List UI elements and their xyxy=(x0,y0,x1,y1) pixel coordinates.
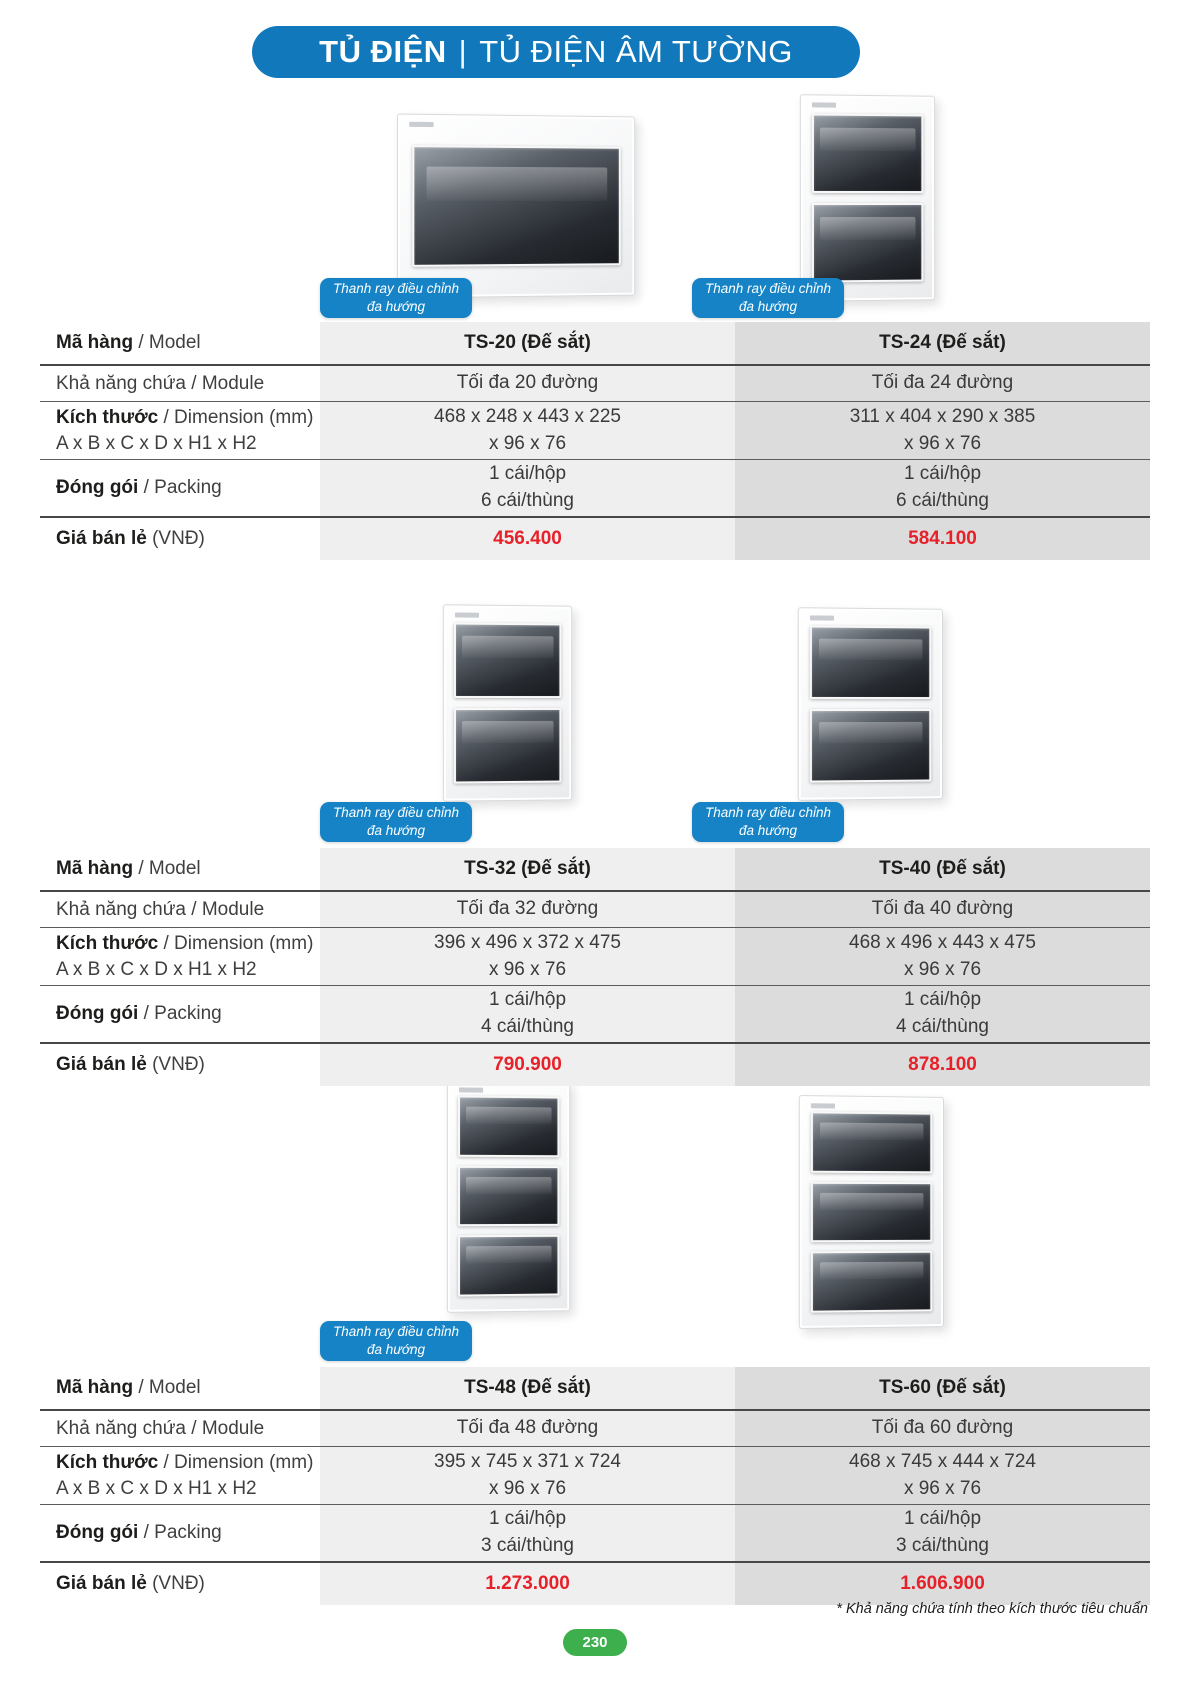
packing-value xyxy=(320,1505,735,1563)
cabinet-frame xyxy=(447,1079,570,1313)
cabinet-window xyxy=(454,708,561,784)
label-dimension-en: / Dimension (mm) xyxy=(158,406,314,428)
dimension-value xyxy=(735,402,1150,460)
price-value: 878.100 xyxy=(735,1044,1150,1086)
row-label-dimension xyxy=(40,1447,320,1505)
label-module: Khả năng chứa / Module xyxy=(56,1417,265,1439)
price-value: 790.900 xyxy=(320,1044,735,1086)
model-value: TS-40 (Đế sắt) xyxy=(735,848,1150,892)
label-packing-vi: Đóng gói xyxy=(56,477,139,498)
packing-line1: 1 cái/hộp xyxy=(488,1508,567,1530)
packing-line2: 3 cái/thùng xyxy=(481,1535,574,1556)
cabinet-frame xyxy=(443,604,572,801)
module-value: Tối đa 20 đường xyxy=(320,366,735,402)
product-photo-ts-20 xyxy=(397,113,635,298)
price-value: 584.100 xyxy=(735,518,1150,560)
dimension-line1: 468 x 248 x 443 x 225 xyxy=(434,405,621,427)
label-packing-vi: Đóng gói xyxy=(56,1522,139,1543)
module-value: Tối đa 24 đường xyxy=(735,366,1150,402)
dimension-line1: 468 x 745 x 444 x 724 xyxy=(849,1450,1036,1472)
cabinet-window xyxy=(811,1251,932,1313)
price-value: 1.606.900 xyxy=(735,1563,1150,1605)
label-dimension-en: / Dimension (mm) xyxy=(158,1451,314,1473)
row-label-dimension xyxy=(40,402,320,460)
spec-table-2 xyxy=(40,848,1150,1086)
cabinet-frame xyxy=(397,113,635,298)
label-price-unit: (VNĐ) xyxy=(146,1573,205,1594)
brand-mark-icon xyxy=(459,1087,483,1092)
cabinet-frame xyxy=(800,94,935,302)
badge-text-line1: Thanh ray điều chỉnh xyxy=(704,805,832,821)
row-label-price xyxy=(40,1563,320,1605)
module-value: Tối đa 48 đường xyxy=(320,1411,735,1447)
row-label-model xyxy=(40,1367,320,1411)
feature-badge-ts-48 xyxy=(320,1321,472,1361)
label-packing-en: / Packing xyxy=(138,477,222,498)
badge-text-line1: Thanh ray điều chỉnh xyxy=(332,1324,460,1340)
cabinet-window xyxy=(811,1181,932,1242)
dimension-line1: 468 x 496 x 443 x 475 xyxy=(849,931,1036,953)
label-dimension-vi: Kích thước xyxy=(56,406,159,428)
badge-text-line2: đa hướng xyxy=(366,823,425,838)
model-value: TS-60 (Đế sắt) xyxy=(735,1367,1150,1411)
price-value: 456.400 xyxy=(320,518,735,560)
label-dimension-line1 xyxy=(56,405,313,431)
label-model-en: / Model xyxy=(133,332,201,353)
label-module: Khả năng chứa / Module xyxy=(56,898,265,920)
product-photo-ts-24 xyxy=(800,94,935,302)
cabinet-window xyxy=(458,1235,559,1296)
label-dimension-line1 xyxy=(56,1450,313,1476)
page-title-separator: | xyxy=(458,34,468,69)
badge-text-line1: Thanh ray điều chỉnh xyxy=(332,805,460,821)
row-label-packing xyxy=(40,460,320,518)
page-title-category: TỦ ĐIỆN xyxy=(319,34,447,69)
label-dimension-line1 xyxy=(56,931,313,957)
row-label-module xyxy=(40,366,320,402)
label-model-en: / Model xyxy=(133,1377,201,1398)
packing-line2: 6 cái/thùng xyxy=(896,490,989,511)
dimension-value xyxy=(735,928,1150,986)
label-dimension-vi: Kích thước xyxy=(56,1451,159,1473)
cabinet-window xyxy=(811,1111,932,1173)
brand-mark-icon xyxy=(455,612,479,617)
label-packing-en: / Packing xyxy=(138,1522,222,1543)
label-price-vi: Giá bán lẻ xyxy=(56,528,147,549)
label-price-vi: Giá bán lẻ xyxy=(56,1573,147,1594)
cabinet-window xyxy=(810,709,931,783)
module-value: Tối đa 32 đường xyxy=(320,892,735,928)
brand-mark-icon xyxy=(812,102,836,107)
dimension-line2: x 96 x 76 xyxy=(488,1477,567,1499)
packing-line1: 1 cái/hộp xyxy=(903,989,982,1011)
page-title xyxy=(252,26,860,78)
badge-text-line2: đa hướng xyxy=(366,1342,425,1357)
module-value: Tối đa 60 đường xyxy=(735,1411,1150,1447)
cabinet-frame xyxy=(799,1095,944,1329)
module-value: Tối đa 40 đường xyxy=(735,892,1150,928)
cabinet-window xyxy=(812,113,923,193)
dimension-line2: x 96 x 76 xyxy=(903,1477,982,1499)
packing-line1: 1 cái/hộp xyxy=(488,989,567,1011)
cabinet-window xyxy=(454,622,561,698)
model-value: TS-20 (Đế sắt) xyxy=(320,322,735,366)
row-label-price xyxy=(40,1044,320,1086)
dimension-value xyxy=(320,1447,735,1505)
label-model-vi: Mã hàng xyxy=(56,858,134,879)
brand-mark-icon xyxy=(811,1103,835,1108)
page-number-badge: 230 xyxy=(563,1629,627,1656)
row-label-model xyxy=(40,322,320,366)
brand-mark-icon xyxy=(409,122,433,127)
row-label-dimension xyxy=(40,928,320,986)
model-value: TS-32 (Đế sắt) xyxy=(320,848,735,892)
packing-value xyxy=(735,1505,1150,1563)
label-dimension-formula: A x B x C x D x H1 x H2 xyxy=(56,958,257,980)
packing-line2: 4 cái/thùng xyxy=(896,1016,989,1037)
row-label-packing xyxy=(40,986,320,1044)
dimension-line2: x 96 x 76 xyxy=(903,432,982,454)
page-title-subtitle: TỦ ĐIỆN ÂM TƯỜNG xyxy=(479,34,793,69)
dimension-line1: 396 x 496 x 372 x 475 xyxy=(434,931,621,953)
badge-text-line1: Thanh ray điều chỉnh xyxy=(332,281,460,297)
label-price-vi: Giá bán lẻ xyxy=(56,1054,147,1075)
label-packing-vi: Đóng gói xyxy=(56,1003,139,1024)
feature-badge-ts-24 xyxy=(692,278,844,318)
spec-table-1 xyxy=(40,322,1150,560)
row-label-model xyxy=(40,848,320,892)
row-label-packing xyxy=(40,1505,320,1563)
row-label-module xyxy=(40,1411,320,1447)
feature-badge-ts-20 xyxy=(320,278,472,318)
badge-text-line2: đa hướng xyxy=(738,299,797,314)
product-photo-ts-40 xyxy=(798,607,943,801)
badge-text-line2: đa hướng xyxy=(366,299,425,314)
badge-text-line1: Thanh ray điều chỉnh xyxy=(704,281,832,297)
label-model-vi: Mã hàng xyxy=(56,1377,134,1398)
dimension-value xyxy=(320,402,735,460)
cabinet-window xyxy=(458,1165,559,1226)
feature-badge-ts-40 xyxy=(692,802,844,842)
label-packing-en: / Packing xyxy=(138,1003,222,1024)
price-value: 1.273.000 xyxy=(320,1563,735,1605)
label-module: Khả năng chứa / Module xyxy=(56,372,265,394)
packing-line2: 3 cái/thùng xyxy=(896,1535,989,1556)
packing-line2: 6 cái/thùng xyxy=(481,490,574,511)
packing-line2: 4 cái/thùng xyxy=(481,1016,574,1037)
label-dimension-vi: Kích thước xyxy=(56,932,159,954)
cabinet-window xyxy=(412,145,620,267)
packing-line1: 1 cái/hộp xyxy=(903,1508,982,1530)
dimension-line2: x 96 x 76 xyxy=(903,958,982,980)
product-photo-ts-60 xyxy=(799,1095,944,1329)
feature-badge-ts-32 xyxy=(320,802,472,842)
label-price-unit: (VNĐ) xyxy=(146,1054,205,1075)
dimension-line2: x 96 x 76 xyxy=(488,958,567,980)
spec-table-3 xyxy=(40,1367,1150,1605)
model-value: TS-48 (Đế sắt) xyxy=(320,1367,735,1411)
dimension-line2: x 96 x 76 xyxy=(488,432,567,454)
dimension-line1: 395 x 745 x 371 x 724 xyxy=(434,1450,621,1472)
packing-value xyxy=(320,460,735,518)
packing-value xyxy=(320,986,735,1044)
product-photo-ts-48 xyxy=(447,1079,570,1313)
row-label-price xyxy=(40,518,320,560)
cabinet-window xyxy=(458,1095,559,1156)
model-value: TS-24 (Đế sắt) xyxy=(735,322,1150,366)
footnote: * Khả năng chứa tính theo kích thước tiêu chuẩn xyxy=(836,1601,1148,1617)
label-dimension-formula: A x B x C x D x H1 x H2 xyxy=(56,1477,257,1499)
label-dimension-en: / Dimension (mm) xyxy=(158,932,314,954)
dimension-line1: 311 x 404 x 290 x 385 xyxy=(849,405,1036,427)
dimension-value xyxy=(735,1447,1150,1505)
packing-value xyxy=(735,460,1150,518)
cabinet-window xyxy=(810,625,931,699)
cabinet-window xyxy=(812,203,923,283)
badge-text-line2: đa hướng xyxy=(738,823,797,838)
row-label-module xyxy=(40,892,320,928)
packing-value xyxy=(735,986,1150,1044)
dimension-value xyxy=(320,928,735,986)
cabinet-frame xyxy=(798,607,943,801)
label-price-unit: (VNĐ) xyxy=(146,528,205,549)
packing-line1: 1 cái/hộp xyxy=(488,463,567,485)
packing-line1: 1 cái/hộp xyxy=(903,463,982,485)
product-photo-ts-32 xyxy=(443,604,572,801)
label-dimension-formula: A x B x C x D x H1 x H2 xyxy=(56,432,257,454)
label-model-en: / Model xyxy=(133,858,201,879)
label-model-vi: Mã hàng xyxy=(56,332,134,353)
brand-mark-icon xyxy=(810,615,834,620)
